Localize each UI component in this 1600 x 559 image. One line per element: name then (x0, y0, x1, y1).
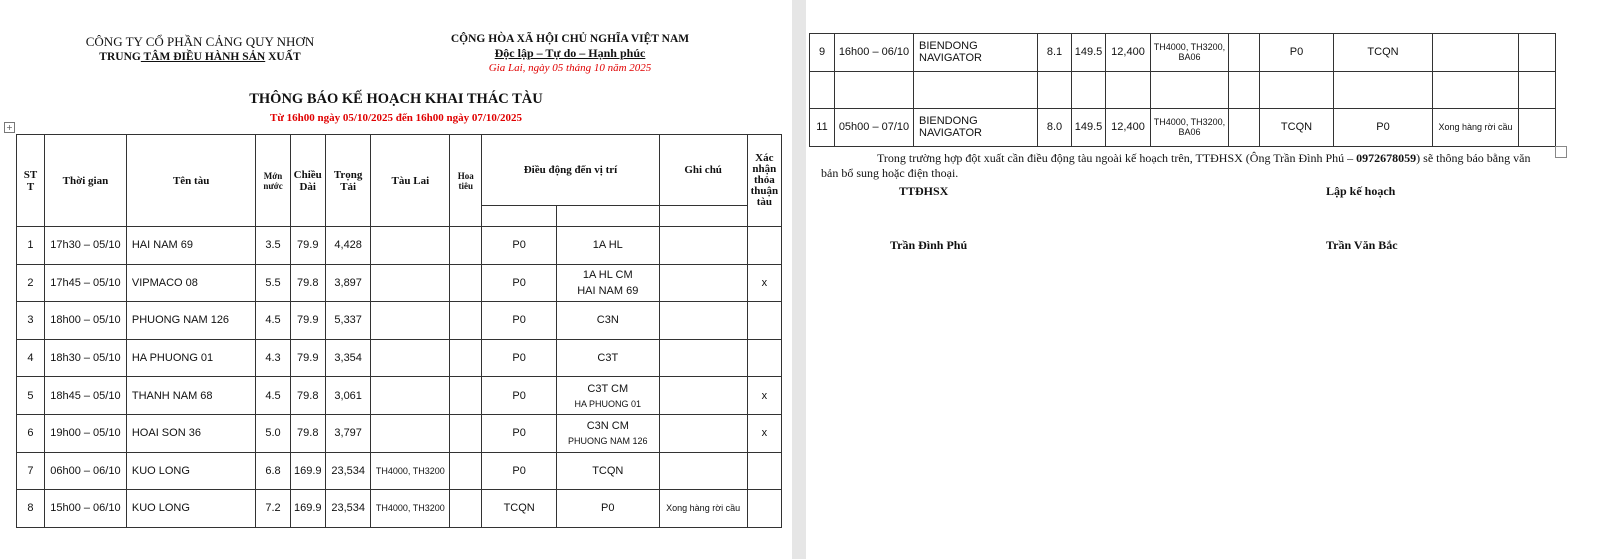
table-row (17, 227, 782, 265)
header-note: Ghi chú (659, 135, 747, 206)
cell-time (835, 71, 914, 109)
cell-dwt: 4,428 (325, 227, 371, 265)
cell-confirm (747, 227, 781, 265)
cell-to (1334, 71, 1433, 109)
move-to-position: C3N CM (586, 420, 629, 433)
cell-note (659, 302, 747, 340)
header-stt: ST T (17, 135, 45, 227)
cell-pilot (450, 339, 482, 377)
cell-time: 18h30 – 05/10 (44, 339, 126, 377)
national-header (420, 33, 720, 74)
cell-confirm: x (747, 264, 781, 302)
document-page-1 (0, 0, 792, 559)
cell-tug (371, 264, 450, 302)
cell-time: 05h00 – 07/10 (835, 109, 914, 147)
move-to-position: C3T (597, 352, 619, 365)
cell-stt: 11 (810, 109, 835, 147)
cell-draft: 4.5 (256, 377, 290, 415)
header-time: Thời gian (44, 135, 126, 227)
move-to-position: C3N (596, 314, 619, 327)
cell-vessel: HOAI SON 36 (126, 414, 256, 452)
cell-note: Xong hàng rời cầu (1433, 109, 1519, 147)
cell-from: P0 (482, 377, 557, 415)
move-to-position: 1A HL (592, 239, 623, 252)
cell-dwt: 12,400 (1106, 34, 1151, 72)
header-dwt: Trọng Tải (325, 135, 371, 227)
cell-note (659, 377, 747, 415)
cell-to (556, 264, 659, 302)
cell-from: P0 (482, 302, 557, 340)
cell-length: 169.9 (290, 452, 325, 490)
cell-time: 17h45 – 05/10 (44, 264, 126, 302)
signature-right-title: Lập kế hoạch (1326, 184, 1396, 198)
cell-tug: TH4000, TH3200, BA06 (1151, 109, 1229, 147)
contact-note (821, 151, 1541, 181)
table-header-row (17, 135, 782, 206)
cell-dwt: 12,400 (1106, 109, 1151, 147)
table-row (810, 71, 1556, 109)
move-alongside-vessel: HA PHUONG 01 (574, 398, 642, 409)
cell-time: 15h00 – 06/10 (44, 490, 126, 528)
cell-from: P0 (482, 414, 557, 452)
move-to-position: P0 (601, 502, 615, 515)
cell-length: 149.5 (1072, 34, 1106, 72)
company-name: CÔNG TY CỔ PHẦN CẢNG QUY NHƠN (85, 34, 315, 49)
signature-right-name: Trần Văn Bắc (1326, 238, 1398, 252)
cell-pilot (450, 264, 482, 302)
subheader-from (482, 206, 557, 227)
cell-stt: 6 (17, 414, 45, 452)
cell-dwt: 3,061 (325, 377, 371, 415)
cell-dwt: 3,897 (325, 264, 371, 302)
org-header (60, 34, 340, 63)
cell-confirm (747, 452, 781, 490)
cell-time: 06h00 – 06/10 (44, 452, 126, 490)
cell-draft: 8.0 (1038, 109, 1072, 147)
cell-length (1072, 71, 1106, 109)
cell-tug (371, 377, 450, 415)
signature-left-name: Trần Đình Phú (890, 238, 968, 252)
cell-vessel: BIENDONG NAVIGATOR (914, 109, 1038, 147)
cell-note: Xong hàng rời cầu (659, 490, 747, 528)
cell-vessel: THANH NAM 68 (126, 377, 256, 415)
cell-to (556, 452, 659, 490)
cell-from: P0 (482, 264, 557, 302)
cell-confirm: x (747, 414, 781, 452)
cell-to (556, 490, 659, 528)
table-row (17, 452, 782, 490)
cell-from: P0 (1260, 34, 1334, 72)
cell-time: 16h00 – 06/10 (835, 34, 914, 72)
move-alongside-vessel: HAI NAM 69 (577, 284, 639, 297)
cell-draft: 6.8 (256, 452, 290, 490)
document-title: THÔNG BÁO KẾ HOẠCH KHAI THÁC TÀU (249, 91, 543, 107)
note-text-b: ) sẽ thông báo bằng văn bản bổ sung hoặc điện thoại. (821, 151, 1531, 180)
cell-tug (1151, 71, 1229, 109)
note-text-a: Trong trường hợp đột xuất cần điều động tàu ngoài kế hoạch trên, TTĐHSX (Ông Trần Đình Phú – (877, 151, 1357, 165)
cell-dwt: 3,797 (325, 414, 371, 452)
cell-stt: 8 (17, 490, 45, 528)
cell-vessel: KUO LONG (126, 490, 256, 528)
department-underlined: TÂM ĐIỀU HÀNH SẢN (140, 51, 266, 63)
cell-to: P0 (1334, 109, 1433, 147)
cell-dwt: 3,354 (325, 339, 371, 377)
cell-vessel: PHUONG NAM 126 (126, 302, 256, 340)
cell-from: TCQN (1260, 109, 1334, 147)
nation-name: CỘNG HÒA XÃ HỘI CHỦ NGHĨA VIỆT NAM (450, 33, 690, 45)
national-motto: Độc lập – Tự do – Hạnh phúc (494, 46, 646, 60)
cell-dwt: 5,337 (325, 302, 371, 340)
document-page-2 (806, 0, 1600, 559)
cell-length: 79.8 (290, 264, 325, 302)
table-row (17, 264, 782, 302)
cell-note (1433, 71, 1519, 109)
cell-length: 79.9 (290, 339, 325, 377)
cell-to (556, 302, 659, 340)
cell-draft (1038, 71, 1072, 109)
table-row (17, 414, 782, 452)
cell-from: TCQN (482, 490, 557, 528)
cell-stt (810, 71, 835, 109)
cell-time: 19h00 – 05/10 (44, 414, 126, 452)
cell-tug: TH4000, TH3200 (371, 452, 450, 490)
cell-length: 169.9 (290, 490, 325, 528)
cell-tug (371, 302, 450, 340)
cell-time: 17h30 – 05/10 (44, 227, 126, 265)
cell-confirm (747, 302, 781, 340)
cell-stt: 4 (17, 339, 45, 377)
department-name (60, 51, 340, 63)
cell-draft: 4.5 (256, 302, 290, 340)
cell-pilot (450, 227, 482, 265)
header-length: Chiều Dài (290, 135, 325, 227)
cell-length: 79.8 (290, 414, 325, 452)
cell-pilot (450, 377, 482, 415)
subheader-to (556, 206, 659, 227)
cell-note (659, 339, 747, 377)
cell-tug (371, 414, 450, 452)
cell-pilot (450, 452, 482, 490)
header-tug: Tàu Lai (371, 135, 450, 227)
cell-confirm (1519, 34, 1556, 72)
vessel-plan-table-continued (809, 33, 1556, 147)
cell-stt: 1 (17, 227, 45, 265)
cell-confirm (1519, 71, 1556, 109)
cell-confirm: x (747, 377, 781, 415)
cell-draft: 8.1 (1038, 34, 1072, 72)
header-pilot: Hoa tiêu (450, 135, 482, 227)
cell-from: P0 (482, 339, 557, 377)
cell-tug: TH4000, TH3200, BA06 (1151, 34, 1229, 72)
cell-dwt (1106, 71, 1151, 109)
cell-stt: 2 (17, 264, 45, 302)
header-draft: Mớn nước (256, 135, 290, 227)
cell-draft: 4.3 (256, 339, 290, 377)
cell-note (1433, 34, 1519, 72)
cell-vessel (914, 71, 1038, 109)
cell-to (556, 227, 659, 265)
cell-tug (371, 339, 450, 377)
header-vessel: Tên tàu (126, 135, 256, 227)
cell-vessel: HAI NAM 69 (126, 227, 256, 265)
place-date: Gia Lai, ngày 05 tháng 10 năm 2025 (488, 62, 652, 74)
cell-vessel: BIENDONG NAVIGATOR (914, 34, 1038, 72)
cell-pilot (450, 302, 482, 340)
table-row (17, 490, 782, 528)
vessel-plan-table (16, 134, 782, 528)
cell-from (1260, 71, 1334, 109)
cell-length: 149.5 (1072, 109, 1106, 147)
table-row (17, 302, 782, 340)
cell-draft: 3.5 (256, 227, 290, 265)
table-row (810, 109, 1556, 147)
table-resize-handle[interactable] (1555, 146, 1567, 158)
department-prefix: TRUNG (99, 51, 141, 63)
cell-dwt: 23,534 (325, 490, 371, 528)
cell-vessel: HA PHUONG 01 (126, 339, 256, 377)
signature-left-title: TTĐHSX (899, 184, 949, 198)
cell-to (556, 339, 659, 377)
cell-pilot (1229, 71, 1260, 109)
cell-length: 79.8 (290, 377, 325, 415)
department-suffix: XUẤT (265, 51, 301, 63)
header-move: Điều động đến vị trí (482, 135, 659, 206)
cell-stt: 7 (17, 452, 45, 490)
cell-pilot (450, 414, 482, 452)
cell-tug (371, 227, 450, 265)
cell-length: 79.9 (290, 227, 325, 265)
cell-confirm (1519, 109, 1556, 147)
cell-pilot (450, 490, 482, 528)
cell-time: 18h45 – 05/10 (44, 377, 126, 415)
cell-note (659, 414, 747, 452)
cell-confirm (747, 339, 781, 377)
cell-dwt: 23,534 (325, 452, 371, 490)
table-move-handle-icon[interactable]: + (4, 122, 15, 133)
cell-vessel: VIPMACO 08 (126, 264, 256, 302)
cell-draft: 7.2 (256, 490, 290, 528)
table-row (17, 377, 782, 415)
cell-pilot (1229, 34, 1260, 72)
cell-stt: 5 (17, 377, 45, 415)
cell-vessel: KUO LONG (126, 452, 256, 490)
cell-note (659, 264, 747, 302)
cell-draft: 5.5 (256, 264, 290, 302)
cell-from: P0 (482, 227, 557, 265)
cell-length: 79.9 (290, 302, 325, 340)
cell-draft: 5.0 (256, 414, 290, 452)
note-phone: 0972678059 (1356, 151, 1417, 165)
cell-from: P0 (482, 452, 557, 490)
cell-note (659, 452, 747, 490)
table-row (17, 339, 782, 377)
table-row (810, 34, 1556, 72)
cell-to (556, 414, 659, 452)
cell-confirm (747, 490, 781, 528)
cell-to: TCQN (1334, 34, 1433, 72)
cell-tug: TH4000, TH3200 (371, 490, 450, 528)
cell-pilot (1229, 109, 1260, 147)
cell-stt: 9 (810, 34, 835, 72)
subheader-note (659, 206, 747, 227)
move-to-position: 1A HL CM (582, 268, 633, 281)
cell-note (659, 227, 747, 265)
move-to-position: TCQN (592, 464, 624, 477)
header-confirm: Xác nhận thỏa thuận tàu (747, 135, 781, 227)
cell-time: 18h00 – 05/10 (44, 302, 126, 340)
cell-stt: 3 (17, 302, 45, 340)
document-subtitle: Từ 16h00 ngày 05/10/2025 đến 16h00 ngày 07/10/2025 (269, 112, 522, 124)
cell-to (556, 377, 659, 415)
move-to-position: C3T CM (587, 382, 629, 395)
move-alongside-vessel: PHUONG NAM 126 (568, 436, 648, 447)
